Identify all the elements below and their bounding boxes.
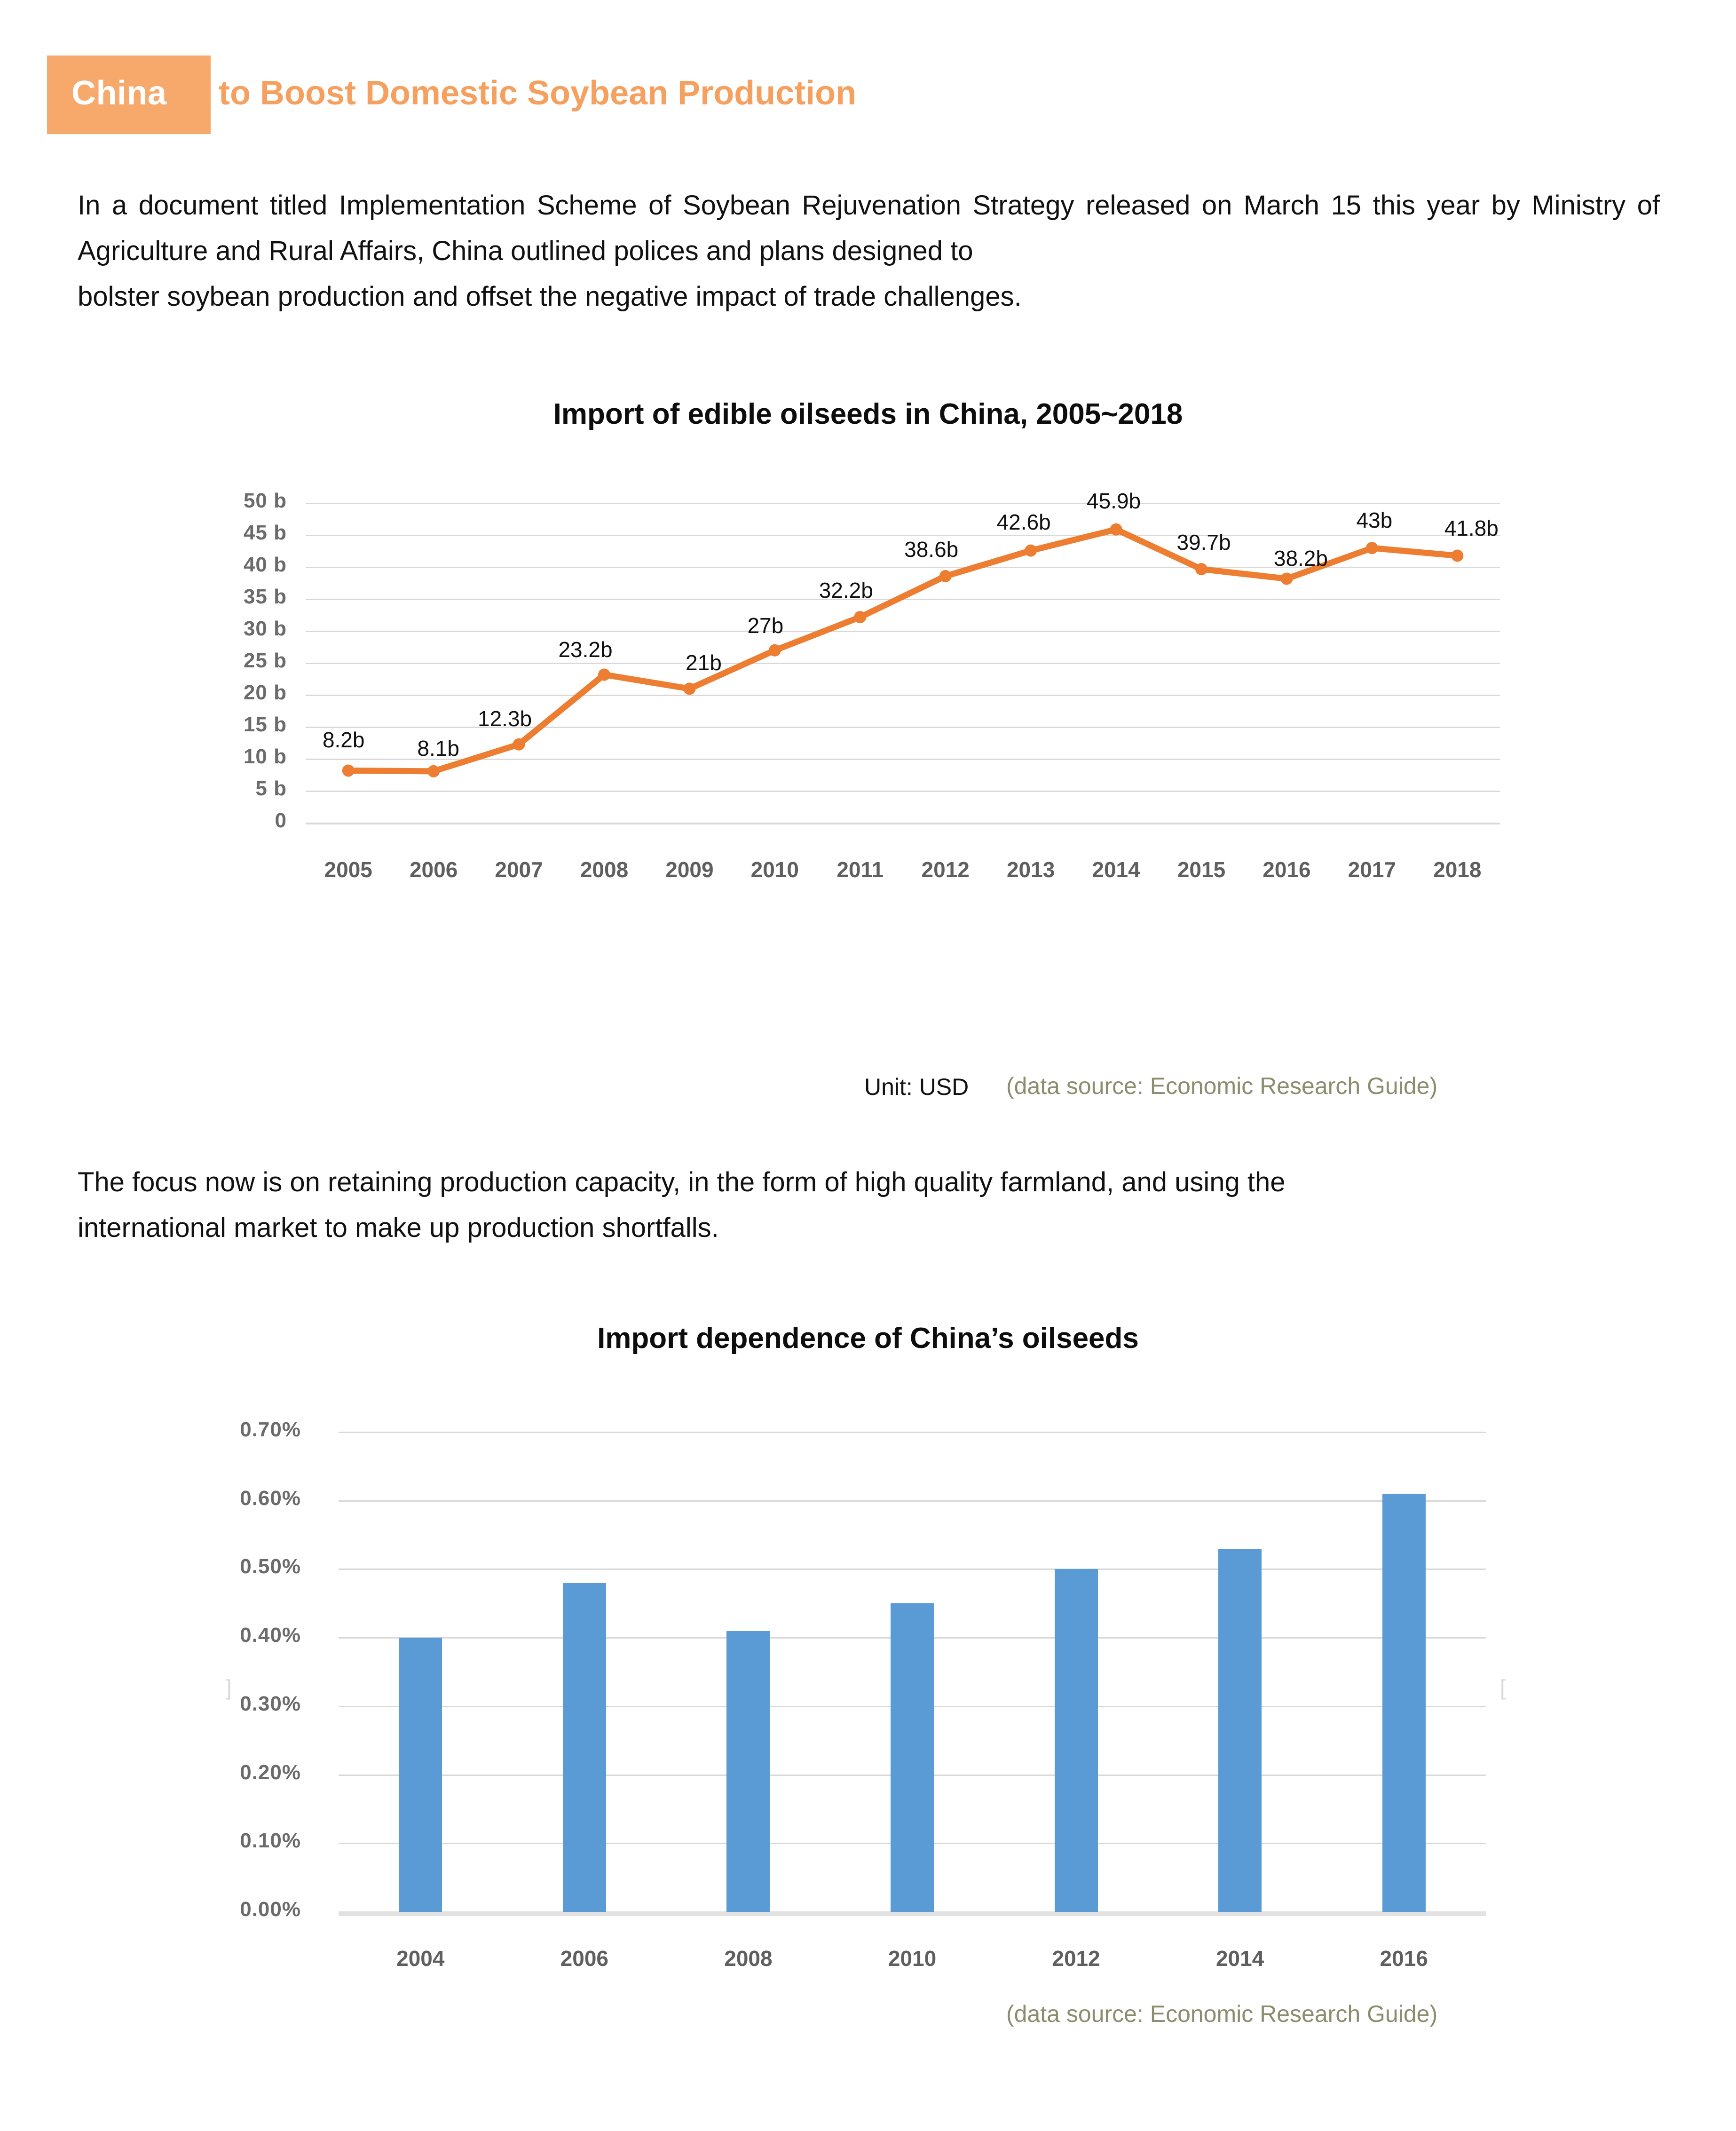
bar-chart-xtick: 2010 [888, 1946, 937, 1971]
line-chart-data-label: 21b [686, 650, 722, 675]
bar-chart-bar [891, 1603, 934, 1912]
line-chart-data-point [342, 764, 355, 776]
line-chart-data-point [1025, 545, 1037, 557]
line-chart-xtick: 2009 [665, 857, 714, 882]
bar-chart-right-edge-mark: [ [1500, 1675, 1506, 1700]
bar-chart-gridline [339, 1500, 1486, 1502]
intro-line-3: bolster soybean production and offset the negative impact of trade challenges. [78, 281, 1022, 312]
line-chart-xtick: 2016 [1263, 857, 1311, 882]
line-chart-xtick: 2012 [921, 857, 970, 882]
bar-chart-xtick: 2004 [396, 1946, 445, 1971]
line-chart-data-label: 45.9b [1087, 488, 1141, 513]
bar-chart-bar [1218, 1549, 1262, 1912]
bar-chart-ytick: 0.20% [240, 1760, 301, 1784]
chart1-unit-text: Unit: USD [864, 1074, 969, 1100]
line-chart-data-point [1451, 550, 1463, 562]
line-chart-data-label: 8.2b [322, 728, 365, 753]
header-badge-label: China [71, 74, 167, 112]
line-chart-series [0, 386, 1736, 1082]
line-chart-data-label: 38.6b [904, 537, 959, 562]
line-chart-data-point [939, 570, 952, 582]
chart1-source-text: (data source: Economic Research Guide) [1006, 1073, 1438, 1099]
intro-line-1: In a document titled Implementation Scheme of Soybean Rejuvenation Strategy released on March 15 [78, 190, 1362, 221]
line-chart-ytick: 0 [275, 809, 287, 832]
line-chart-import-oilseeds [0, 386, 1736, 1129]
line-chart-xtick: 2015 [1177, 857, 1226, 882]
line-chart-xtick: 2007 [495, 857, 543, 882]
line-chart-ytick: 15 b [243, 713, 287, 736]
bar-chart-gridline [339, 1432, 1486, 1433]
page-title: to Boost Domestic Soybean Production [219, 74, 857, 112]
bar-chart-ytick: 0.60% [240, 1486, 301, 1510]
bar-chart-left-edge-mark: ] [226, 1675, 232, 1700]
bar-chart-xtick: 2012 [1052, 1946, 1100, 1971]
bar-chart-ytick: 0.10% [240, 1829, 301, 1853]
line-chart-data-label: 23.2b [558, 637, 613, 662]
line-chart-data-label: 41.8b [1444, 515, 1499, 540]
page-header [0, 55, 1736, 135]
line-chart-data-point [1280, 572, 1293, 585]
line-chart-data-label: 8.1b [417, 736, 459, 761]
line-chart-data-label: 12.3b [478, 706, 532, 731]
line-chart-title: Import of edible oilseeds in China, 2005~2018 [553, 398, 1183, 430]
bar-chart-bar [399, 1638, 442, 1912]
line-chart-ytick: 10 b [243, 745, 287, 768]
bar-chart-xtick: 2014 [1215, 1946, 1264, 1971]
bar-chart-gridline [339, 1569, 1486, 1570]
line-chart-ytick: 35 b [243, 585, 287, 608]
line-chart-ytick: 5 b [255, 777, 287, 800]
line-chart-ytick: 25 b [243, 649, 287, 672]
bar-chart-xtick: 2016 [1380, 1946, 1428, 1971]
line-chart-xtick: 2017 [1348, 857, 1397, 882]
line-chart-xtick: 2008 [580, 857, 629, 882]
bar-chart-ytick: 0.70% [240, 1418, 301, 1441]
bar-chart-ytick: 0.00% [240, 1898, 301, 1921]
chart2-source-text: (data source: Economic Research Guide) [1006, 2001, 1438, 2027]
bar-chart-import-dependence [0, 1317, 1736, 1999]
line-chart-xtick: 2011 [836, 857, 884, 882]
line-chart-data-point [1195, 563, 1207, 575]
line-chart-ytick: 45 b [243, 521, 287, 544]
line-chart-xtick: 2014 [1092, 857, 1140, 882]
line-chart-xtick: 2005 [324, 857, 372, 882]
line-chart-data-point [1110, 523, 1122, 536]
line-chart-data-point [683, 682, 695, 695]
line-chart-data-point [427, 765, 440, 777]
line-chart-data-point [513, 738, 525, 751]
intro-line-2: this year by Ministry of Agriculture and Rural Affairs, China outlined polices and plans designed to [78, 190, 1660, 266]
line-chart-ytick: 20 b [243, 681, 287, 704]
line-chart-data-label: 42.6b [996, 509, 1051, 534]
middle-line-2: international market to make up production shortfalls. [78, 1212, 719, 1243]
line-chart-xtick: 2018 [1433, 857, 1482, 882]
middle-paragraph [78, 1159, 1498, 1251]
line-chart-plot-area [0, 386, 1736, 1082]
bar-chart-bar [1055, 1569, 1098, 1912]
line-chart-data-label: 32.2b [819, 578, 873, 603]
intro-paragraph [78, 182, 1660, 319]
bar-chart-plot-area [0, 1317, 1736, 1975]
bar-chart-bar [726, 1631, 770, 1912]
bar-chart-ytick: 0.30% [240, 1692, 301, 1715]
line-chart-data-label: 27b [747, 613, 784, 638]
line-chart-data-point [598, 668, 610, 681]
line-chart-data-label: 38.2b [1273, 546, 1328, 571]
line-chart-ytick: 40 b [243, 553, 287, 576]
line-chart-ytick: 30 b [243, 617, 287, 640]
line-chart-xtick: 2006 [409, 857, 458, 882]
bar-chart-bar [1382, 1494, 1426, 1912]
bar-chart-ytick: 0.50% [240, 1555, 301, 1578]
line-chart-ytick: 50 b [243, 489, 287, 512]
middle-line-1: The focus now is on retaining production capacity, in the form of high quality farmland, and using the [78, 1167, 1286, 1197]
bar-chart-xtick: 2006 [560, 1946, 609, 1971]
line-chart-xtick: 2010 [750, 857, 799, 882]
bar-chart-xtick: 2008 [724, 1946, 773, 1971]
line-chart-data-point [854, 611, 866, 623]
bar-chart-title: Import dependence of China’s oilseeds [597, 1322, 1139, 1355]
bar-chart-gridline [339, 1911, 1486, 1916]
line-chart-xtick: 2013 [1006, 857, 1055, 882]
bar-chart-ytick: 0.40% [240, 1624, 301, 1647]
line-chart-data-label: 39.7b [1176, 530, 1231, 555]
line-chart-data-label: 43b [1356, 508, 1393, 533]
bar-chart-bar [563, 1583, 606, 1912]
